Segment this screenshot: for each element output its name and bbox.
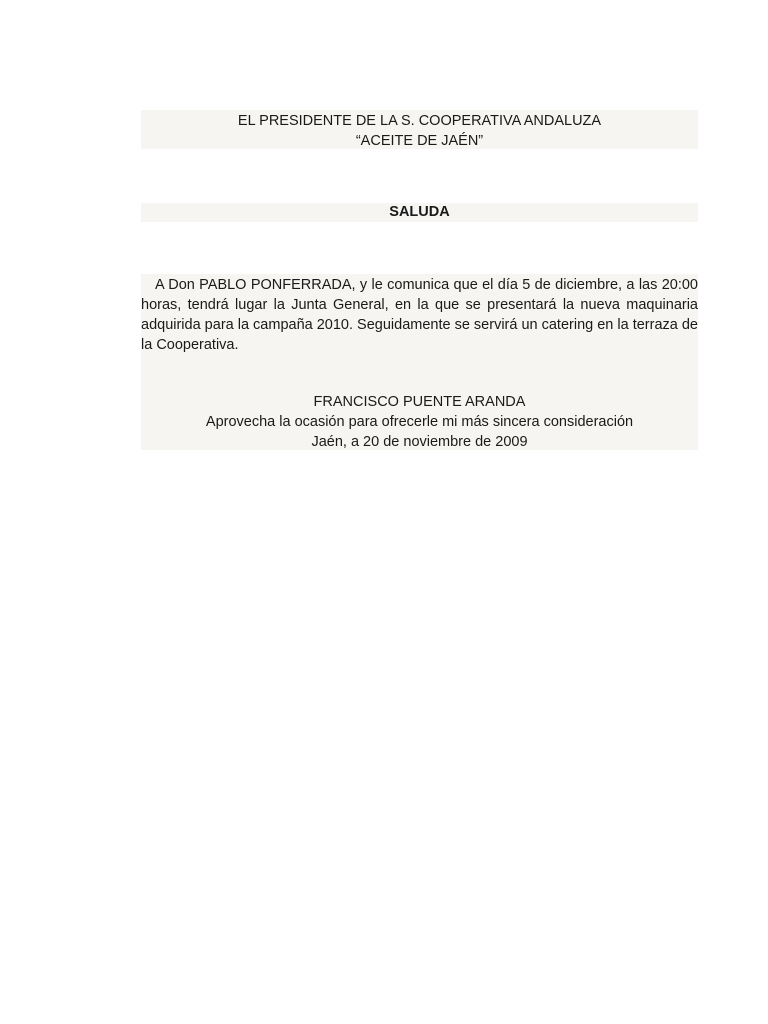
header-subtitle: “ACEITE DE JAÉN”: [355, 133, 484, 149]
signature-name: FRANCISCO PUENTE ARANDA: [313, 394, 526, 410]
greeting-title: SALUDA: [141, 203, 698, 222]
header-title: EL PRESIDENTE DE LA S. COOPERATIVA ANDALUZA: [237, 113, 602, 129]
letter-body: [141, 274, 698, 450]
signature-closing: Aprovecha la ocasión para ofrecerle mi más sincera consideración: [205, 414, 634, 430]
signature-block: [141, 392, 698, 452]
body-paragraph: A Don PABLO PONFERRADA, y le comunica que el día 5 de diciembre, a las 20:00 horas, tendrá lugar la Junta General, en la que se presentará la nueva maquinaria adquirida para la campaña 2010. Seguidamente se servirá un catering en la terraza de la Cooperativa.: [141, 277, 698, 353]
signature-place-date: Jaén, a 20 de noviembre de 2009: [311, 434, 528, 450]
letter-header: [141, 110, 698, 149]
